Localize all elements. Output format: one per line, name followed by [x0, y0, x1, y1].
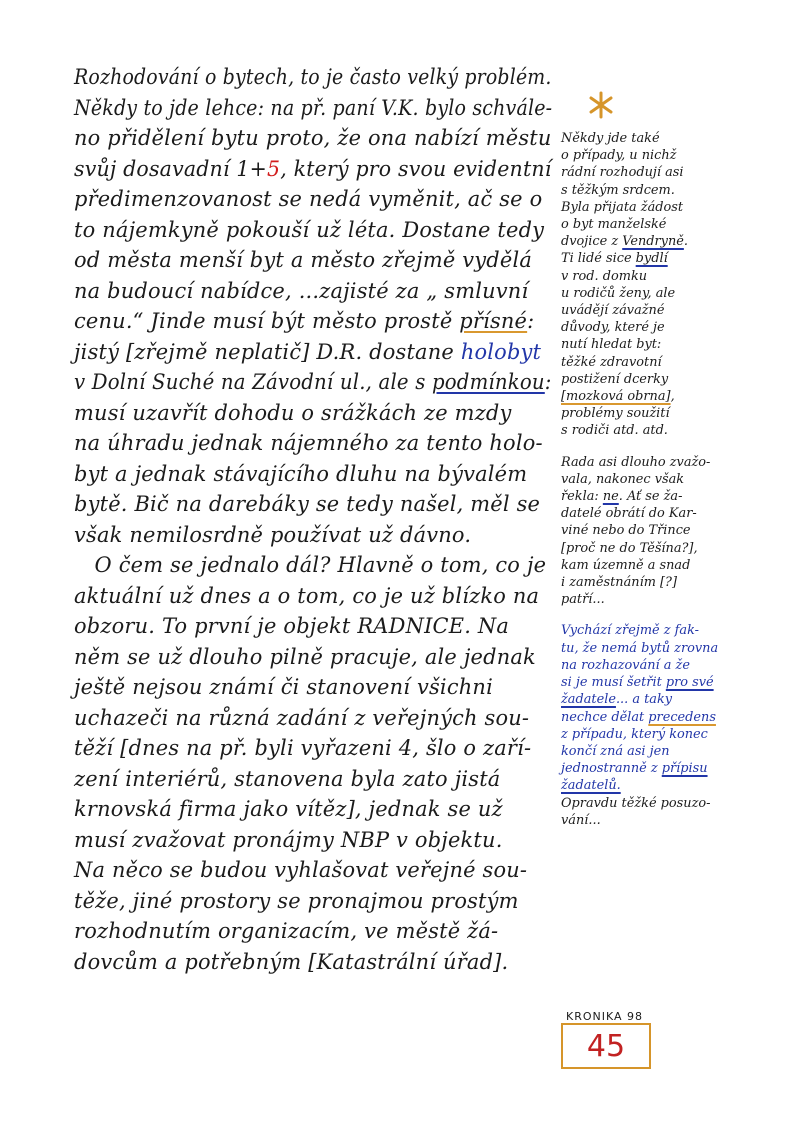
text-segment: Rada asi dlouho zvažo- — [561, 454, 711, 470]
text-segment: Někdy jde také — [561, 131, 660, 146]
text-line — [74, 642, 552, 673]
text-segment: bytě. Bič na darebáky se tedy našel, měl se — [74, 492, 541, 516]
text-segment: Ti lidé sice — [561, 251, 636, 267]
text-line — [561, 250, 779, 267]
main-text-column — [74, 62, 554, 977]
text-segment: důvody, které je — [561, 320, 665, 336]
text-line — [561, 233, 779, 250]
text-line — [561, 354, 779, 371]
text-line — [561, 182, 779, 199]
text-segment: viné nebo do Třince — [561, 523, 691, 539]
text-line — [561, 454, 779, 471]
text-line — [74, 733, 552, 764]
text-line — [74, 428, 552, 459]
text-line — [561, 130, 779, 147]
text-line — [74, 215, 552, 246]
text-segment: postižení dcerky — [561, 371, 669, 387]
text-segment: rádní rozhodují asi — [561, 165, 684, 181]
text-segment: v Dolní Suché na Závodní ul., ale s — [74, 370, 432, 394]
text-line — [74, 703, 552, 734]
text-line — [561, 657, 779, 674]
text-segment: od města menší byt a město zřejmě vydělá — [74, 248, 533, 272]
text-line — [74, 581, 552, 612]
text-segment: nutí hledat byt: — [561, 337, 662, 353]
text-line — [561, 405, 779, 422]
text-line — [561, 540, 779, 557]
text-segment: : — [527, 309, 535, 333]
text-segment: 5 — [266, 156, 281, 181]
text-segment: Vychází zřejmě z fak- — [561, 623, 700, 639]
text-segment: nechce dělat — [561, 709, 649, 725]
text-segment: ... a taky — [615, 692, 673, 708]
text-line — [74, 489, 552, 520]
text-segment: u rodičů ženy, ale — [561, 285, 676, 301]
text-segment: Někdy to jde lehce: na př. paní V.K. bylo schvále- — [74, 95, 553, 120]
text-line — [561, 302, 779, 319]
text-line — [74, 93, 553, 124]
text-segment: o případy, u nichž — [561, 148, 677, 164]
text-segment: těží [dnes na př. byli vyřazeni 4, šlo o zaří- — [74, 736, 532, 760]
text-line — [561, 505, 779, 522]
text-segment: žadatelů. — [561, 778, 621, 794]
text-segment: bydlí — [635, 251, 668, 267]
text-line — [561, 812, 779, 829]
text-segment: něm se už dlouho pilně pracuje, ale jednak — [74, 644, 536, 669]
text-line — [561, 777, 779, 794]
text-segment: byt a jednak stávajícího dluhu na bývalém — [74, 461, 528, 486]
text-line — [561, 336, 779, 353]
kronika-label: KRONIKA 98 — [566, 1010, 644, 1023]
text-line — [561, 795, 779, 812]
text-segment: s rodiči atd. atd. — [561, 423, 668, 439]
text-segment: ne — [602, 489, 619, 505]
text-line — [561, 622, 779, 639]
text-segment: ještě nejsou známí či stanovení všichni — [74, 675, 493, 699]
text-segment: . Ať se ža- — [618, 489, 683, 505]
text-segment: patří... — [561, 592, 605, 608]
text-line — [74, 459, 552, 490]
text-segment: [proč ne do Těšína?], — [561, 540, 698, 556]
text-segment: řekla: — [561, 489, 603, 505]
text-segment: Na něco se budou vyhlašovat veřejné sou- — [74, 858, 528, 882]
text-segment: no přidělení bytu proto, že ona nabízí městu — [74, 126, 552, 150]
text-segment: na úhradu jednak nájemného za tento holo- — [74, 431, 543, 455]
text-segment: s těžkým srdcem. — [561, 182, 675, 198]
text-segment: žadatele — [561, 692, 616, 708]
text-line — [74, 245, 552, 276]
text-line — [74, 367, 552, 398]
text-segment: i zaměstnáním [?] — [561, 575, 677, 591]
text-line — [561, 268, 779, 285]
text-line — [74, 337, 552, 368]
text-segment: precedens — [648, 709, 716, 725]
text-segment: těžké zdravotní — [561, 354, 662, 370]
text-segment: Opravdu těžké posuzo- — [561, 795, 711, 811]
text-segment: : — [544, 370, 552, 394]
text-line — [561, 422, 779, 439]
text-line — [561, 147, 779, 164]
text-line — [74, 764, 552, 795]
text-segment: musí uzavřít dohodu o srážkách ze mzdy — [74, 400, 512, 425]
text-line — [74, 154, 552, 185]
text-line — [74, 794, 552, 825]
text-line — [561, 674, 779, 691]
text-line — [74, 123, 552, 154]
text-line — [74, 947, 552, 978]
text-segment: na rozhazování a že — [561, 657, 690, 673]
text-segment: . — [683, 234, 688, 250]
text-line — [561, 640, 779, 657]
text-segment: předimenzovanost se nedá vyměnit, ač se o — [74, 187, 543, 211]
text-segment: uvádějí závažné — [561, 303, 665, 319]
text-segment: Byla přijata žádost — [561, 199, 684, 215]
text-segment: dovcům a potřebným [Katastrální úřad]. — [74, 949, 509, 974]
text-line — [74, 916, 552, 947]
page-number: 45 — [586, 1028, 626, 1064]
text-segment: přísné — [459, 309, 528, 333]
text-segment: holobyt — [460, 339, 542, 364]
text-segment: si je musí šetřit — [561, 675, 666, 691]
text-line — [561, 471, 779, 488]
text-segment: těže, jiné prostory se pronajmou prostým — [74, 888, 519, 913]
text-line — [74, 520, 552, 551]
text-line — [561, 319, 779, 336]
text-line — [74, 276, 552, 307]
text-line — [74, 611, 552, 642]
text-line — [74, 886, 552, 917]
text-line — [74, 306, 552, 337]
text-segment: však nemilosrdně používat už dávno. — [74, 522, 472, 547]
text-segment: musí zvažovat pronájmy NBP v objektu. — [74, 827, 503, 852]
page-number-box — [561, 1023, 651, 1069]
text-segment: aktuální už dnes a o tom, co je už blízko na — [74, 583, 540, 608]
text-line — [74, 672, 552, 703]
text-segment: tu, že nemá bytů zrovna — [561, 640, 719, 656]
text-line — [561, 164, 779, 181]
text-segment: v rod. domku — [561, 268, 648, 284]
text-line — [74, 855, 552, 886]
text-segment: jednostranně z — [561, 761, 662, 777]
text-line — [561, 760, 779, 777]
text-line — [561, 522, 779, 539]
text-segment: na budoucí nabídce, ...zajisté za „ smluvní — [74, 278, 529, 303]
text-line — [74, 825, 552, 856]
text-line — [561, 488, 779, 505]
text-segment: svůj dosavadní 1+ — [74, 156, 267, 181]
text-segment: dvojice z — [561, 234, 623, 250]
text-segment: kam územně a snad — [561, 557, 691, 573]
text-line — [561, 199, 779, 216]
text-line — [561, 743, 779, 760]
text-segment: vání... — [561, 812, 601, 828]
text-line — [561, 371, 779, 388]
text-line — [561, 388, 779, 405]
text-line — [561, 591, 779, 608]
text-segment: končí zná asi jen — [561, 743, 670, 759]
text-segment: Vendryně — [622, 234, 684, 250]
text-line — [561, 574, 779, 591]
text-segment: přípisu — [661, 761, 708, 777]
text-line — [561, 726, 779, 743]
text-segment: to nájemkyně pokouší už léta. Dostane tedy — [74, 217, 545, 242]
text-line — [561, 709, 779, 726]
text-segment: pro své — [665, 675, 714, 691]
text-segment: [mozková obrna] — [561, 389, 671, 405]
text-segment: zení interiérů, stanovena byla zato jistá — [74, 766, 501, 791]
text-segment: uchazeči na různá zadání z veřejných sou- — [74, 705, 530, 730]
text-segment: obzoru. To první je objekt RADNICE. Na — [74, 614, 510, 638]
text-segment: problémy soužití — [561, 406, 670, 422]
asterisk-icon — [586, 90, 616, 120]
text-segment: vala, nakonec však — [561, 471, 685, 487]
side-note-column — [560, 130, 780, 829]
text-segment: o byt manželské — [561, 217, 667, 233]
text-line — [74, 398, 552, 429]
text-segment: , který pro svou evidentní — [280, 156, 552, 181]
text-line — [561, 691, 779, 708]
text-line — [561, 285, 779, 302]
text-segment: Rozhodování o bytech, to je často velký problém. — [74, 65, 552, 89]
text-line — [74, 184, 552, 215]
block-gap — [560, 608, 780, 622]
text-segment: rozhodnutím organizacím, ve městě žá- — [74, 919, 499, 943]
text-segment: , — [670, 389, 675, 405]
text-segment: jistý [zřejmě neplatič] D.R. dostane — [74, 339, 461, 364]
text-line — [561, 216, 779, 233]
text-line — [561, 557, 779, 574]
text-segment: podmínkou — [431, 370, 545, 394]
text-line — [74, 62, 552, 93]
block-gap — [560, 440, 780, 454]
text-segment: z případu, který konec — [561, 726, 708, 742]
text-line — [74, 550, 552, 581]
text-segment: krnovská firma jako vítěz], jednak se už — [74, 797, 503, 821]
text-segment: O čem se jednalo dál? Hlavně o tom, co je — [74, 553, 547, 577]
text-segment: datelé obrátí do Kar- — [561, 506, 697, 522]
text-segment: cenu.“ Jinde musí být město prostě — [74, 309, 460, 333]
